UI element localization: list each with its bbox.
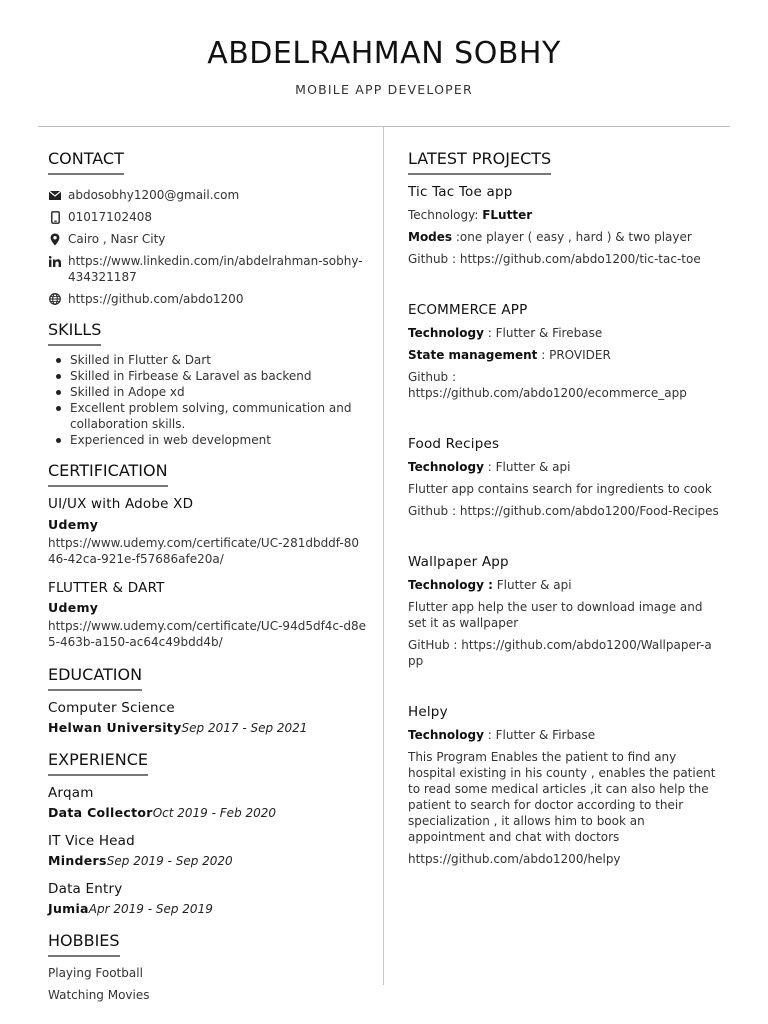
project-title: Tic Tac Toe app: [408, 184, 513, 200]
experience-company: IT Vice Head: [48, 833, 135, 849]
certification-issuer: Udemy: [48, 600, 99, 615]
experience-item: [48, 784, 366, 822]
project-technology: [408, 325, 728, 341]
contact-location-row: [48, 231, 366, 247]
hobby-item: Playing Football: [48, 966, 143, 980]
project-github[interactable]: GitHub : https://github.com/abdo1200/Wallpaper-app: [408, 638, 712, 668]
left-column: [48, 148, 366, 1003]
technology-label: Technology:: [408, 208, 483, 222]
technology-value: Flutter & api: [492, 578, 572, 592]
projects-heading: LATEST PROJECTS: [408, 148, 551, 175]
certification-url[interactable]: https://www.udemy.com/certificate/UC-281dbddf-8046-42ca-921e-f57686afe20a/: [48, 536, 359, 566]
project-description: This Program Enables the patient to find any hospital existing in his county , enables the patient to read some medical articles ,it can also help the patient to search for doctor according to their specialization , it allows him to book an appointment and chat with doctors: [408, 750, 716, 844]
state-value: : PROVIDER: [537, 348, 611, 362]
experience-role-row: [48, 900, 366, 918]
project-github[interactable]: Github : https://github.com/abdo1200/Food-Recipes: [408, 504, 719, 518]
experience-role: Jumia: [48, 901, 89, 916]
project-helpy: [408, 703, 728, 867]
experience-heading: EXPERIENCE: [48, 749, 148, 776]
technology-value: : Flutter & api: [483, 460, 571, 474]
experience-company: Arqam: [48, 785, 94, 801]
certification-section: [48, 460, 366, 650]
project-title: Helpy: [408, 704, 448, 720]
experience-item: [48, 880, 366, 918]
project-modes: [408, 229, 728, 245]
project-github[interactable]: Github : https://github.com/abdo1200/tic-tac-toe: [408, 252, 701, 266]
skill-item: Skilled in Firbease & Laravel as backend: [48, 368, 366, 384]
education-school-row: [48, 719, 366, 737]
modes-label: Modes: [408, 230, 453, 244]
modes-value: :one player ( easy , hard ) & two player: [452, 230, 692, 244]
linkedin-icon: [48, 253, 62, 269]
contact-email[interactable]: abdosobhy1200@gmail.com: [68, 188, 240, 202]
technology-label: Technology :: [408, 578, 493, 592]
project-tic-tac-toe: [408, 183, 728, 267]
job-title: MOBILE APP DEVELOPER: [295, 82, 473, 97]
experience-section: [48, 749, 366, 918]
experience-dates: Oct 2019 - Feb 2020: [152, 806, 277, 820]
certification-url[interactable]: https://www.udemy.com/certificate/UC-94d5df4c-d8e5-463b-a150-ac64c49bdd4b/: [48, 619, 366, 649]
certification-name: UI/UX with Adobe XD: [48, 496, 194, 512]
technology-value: : Flutter & Firbase: [483, 728, 596, 742]
hobby-item: Watching Movies: [48, 988, 150, 1002]
experience-role: Minders: [48, 853, 107, 868]
education-section: [48, 664, 366, 737]
experience-role-row: [48, 804, 366, 822]
project-technology: [408, 727, 728, 743]
experience-dates: Sep 2019 - Sep 2020: [106, 854, 233, 868]
column-divider: [383, 127, 384, 985]
certification-item: [48, 579, 366, 650]
technology-label: Technology: [408, 728, 484, 742]
contact-section: [48, 148, 366, 307]
phone-icon: [48, 209, 62, 225]
contact-github-row: [48, 291, 366, 307]
project-description: Flutter app contains search for ingredients to cook: [408, 482, 712, 496]
project-github[interactable]: https://github.com/abdo1200/helpy: [408, 852, 621, 866]
contact-linkedin[interactable]: https://www.linkedin.com/in/abdelrahman-sobhy-434321187: [68, 254, 363, 284]
certification-heading: CERTIFICATION: [48, 460, 168, 487]
education-dates: Sep 2017 - Sep 2021: [181, 721, 308, 735]
skill-item: Skilled in Flutter & Dart: [48, 352, 366, 368]
experience-role: Data Collector: [48, 805, 153, 820]
project-ecommerce: [408, 301, 728, 401]
project-technology: [408, 207, 728, 223]
contact-linkedin-row: [48, 253, 366, 285]
header-divider: [38, 126, 730, 127]
contact-location: Cairo , Nasr City: [68, 232, 166, 246]
certification-item: [48, 495, 366, 567]
project-title: Wallpaper App: [408, 554, 509, 570]
globe-icon: [48, 291, 62, 307]
experience-dates: Apr 2019 - Sep 2019: [88, 902, 213, 916]
skills-section: [48, 319, 366, 448]
project-state-management: [408, 347, 728, 363]
project-github[interactable]: Github : https://github.com/abdo1200/ecommerce_app: [408, 370, 687, 400]
project-description: Flutter app help the user to download image and set it as wallpaper: [408, 600, 703, 630]
contact-github[interactable]: https://github.com/abdo1200: [68, 292, 244, 306]
technology-value: FLutter: [482, 208, 533, 222]
skills-list: [48, 352, 366, 448]
location-pin-icon: [48, 231, 62, 247]
education-school: Helwan University: [48, 720, 182, 735]
project-technology: [408, 459, 728, 475]
experience-item: [48, 832, 366, 870]
candidate-name: ABDELRAHMAN SOBHY: [207, 36, 561, 71]
technology-value: : Flutter & Firebase: [483, 326, 603, 340]
education-heading: EDUCATION: [48, 664, 142, 691]
hobbies-heading: HOBBIES: [48, 930, 120, 957]
hobbies-section: [48, 930, 366, 1003]
skill-item: Excellent problem solving, communication and collaboration skills.: [48, 400, 366, 432]
contact-email-row: [48, 187, 366, 203]
skill-item: Skilled in Adope xd: [48, 384, 366, 400]
skills-heading: SKILLS: [48, 319, 101, 346]
contact-heading: CONTACT: [48, 148, 124, 175]
project-title: ECOMMERCE APP: [408, 302, 528, 318]
experience-company: Data Entry: [48, 881, 123, 897]
project-food-recipes: [408, 435, 728, 519]
technology-label: Technology: [408, 326, 484, 340]
education-degree: Computer Science: [48, 700, 175, 716]
certification-name: FLUTTER & DART: [48, 580, 165, 596]
skill-item: Experienced in web development: [48, 432, 366, 448]
project-title: Food Recipes: [408, 436, 500, 452]
certification-issuer: Udemy: [48, 517, 99, 532]
contact-phone-row: [48, 209, 366, 225]
right-column: [408, 148, 728, 867]
project-technology: [408, 577, 728, 593]
envelope-icon: [48, 187, 62, 203]
technology-label: Technology: [408, 460, 484, 474]
experience-role-row: [48, 852, 366, 870]
project-wallpaper: [408, 553, 728, 669]
state-label: State management: [408, 348, 538, 362]
contact-phone: 01017102408: [68, 210, 152, 224]
